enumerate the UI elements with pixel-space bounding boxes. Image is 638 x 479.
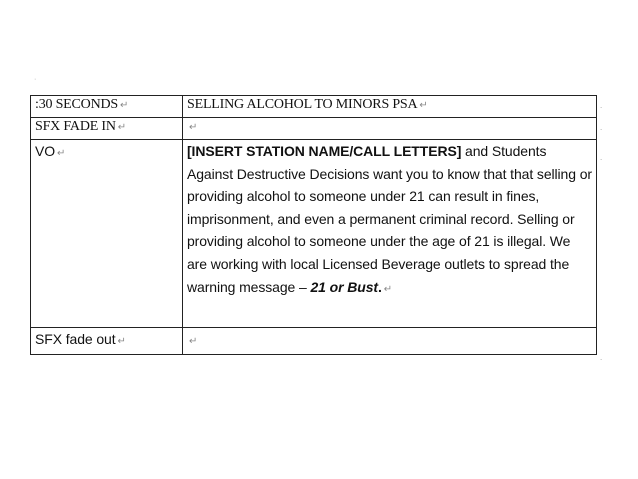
table-row-sfx-fade-in — [31, 118, 597, 140]
station-placeholder: [INSERT STATION NAME/CALL LETTERS] — [187, 143, 462, 159]
return-mark-icon: ↵ — [189, 336, 198, 347]
slogan-text: 21 or Bust — [310, 278, 378, 295]
table-row-duration — [31, 96, 597, 118]
paragraph-mark: · — [34, 76, 37, 83]
row-content-vo-script: [INSERT STATION NAME/CALL LETTERS] and Students Against Destructive Decisions want you to know that that selling or providing alcohol to someone under 21 can result in fines, imprisonment, and even a permanent criminal record. Selling or providing alcohol to someone under the age of 21 is illegal. We are working with local Licensed Beverage outlets to spread the warning message – 21 or Bust. ↵ — [183, 140, 597, 328]
return-mark-icon: ↵ — [117, 122, 126, 133]
vo-body-text: and Students Against Destructive Decisions want you to know that that selling or providing alcohol to someone under 21 can result in fines, imprisonment, and even a permanent criminal record. Selling or providing alcohol to someone under the age of 21 is illegal. We are working with local Licensed Beverage outlets to spread the warning message – — [187, 143, 592, 295]
row-end-mark: · — [600, 356, 603, 364]
return-mark-icon: ↵ — [189, 122, 198, 133]
table-row-vo — [31, 140, 597, 328]
row-end-mark: · — [600, 104, 603, 112]
return-mark-icon: ↵ — [419, 100, 428, 111]
return-mark-icon: ↵ — [57, 148, 66, 159]
return-mark-icon: ↵ — [117, 336, 126, 347]
row-end-mark: · — [600, 156, 603, 164]
psa-script-table — [30, 95, 597, 355]
table-row-sfx-fade-out — [31, 328, 597, 355]
row-label-duration: :30 SECONDS ↵ — [31, 96, 183, 118]
return-mark-icon: ↵ — [119, 100, 129, 111]
row-content-empty — [183, 118, 597, 140]
row-end-mark: · — [600, 126, 603, 134]
row-label-sfx-fade-out: SFX fade out ↵ — [31, 328, 183, 355]
row-label-sfx-fade-in: SFX FADE IN ↵ — [31, 118, 183, 140]
return-mark-icon: ↵ — [383, 283, 393, 295]
row-label-vo: VO ↵ — [31, 140, 183, 328]
row-content-empty — [183, 328, 597, 355]
row-content-title: SELLING ALCOHOL TO MINORS PSA ↵ — [183, 96, 597, 118]
